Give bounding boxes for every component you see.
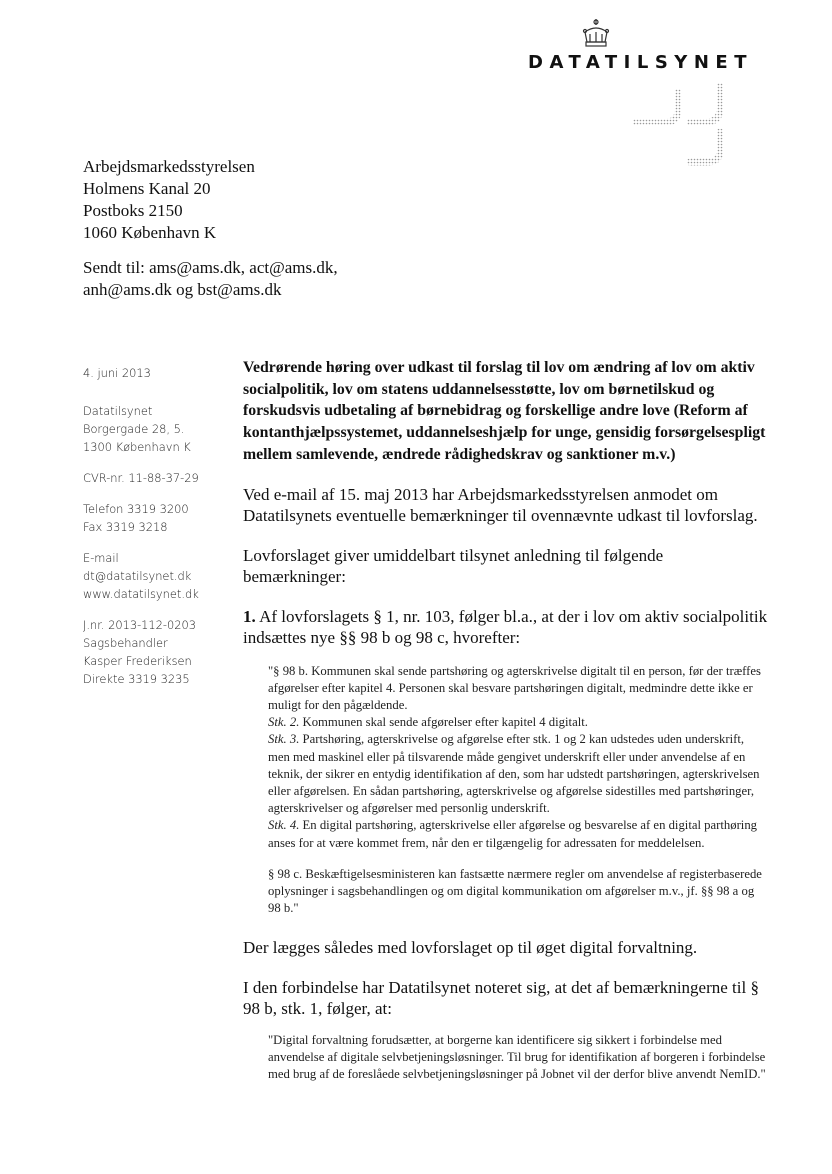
recipient-line: Postboks 2150 xyxy=(83,201,183,220)
sent-to-line: anh@ams.dk og bst@ams.dk xyxy=(83,280,282,299)
paragraph: I den forbindelse har Datatilsynet noteret sig, at det af bemærkningerne til § 98 b, stk. 1, følger, at: xyxy=(243,977,759,1019)
sent-to-line: Sendt til: ams@ams.dk, act@ams.dk, xyxy=(83,258,338,277)
recipient-address xyxy=(83,156,255,244)
paragraph: Ved e-mail af 15. maj 2013 har Arbejdsmarkedsstyrelsen anmodet om Datatilsynets eventuelle bemærkninger til ovennævnte udkast til lovforslag. xyxy=(243,484,758,526)
fax: Fax 3319 3218 xyxy=(83,520,168,534)
stk-text: Partshøring, agterskrivelse og afgørelse efter stk. 1 og 2 kan udstedes uden underskrift, men med maskinel eller på tilsvarende måde gengivet underskrift eller under anvendelse af en teknik, der sikrer en entydig identifikation af den, som har udstedt partshøringen, agterskrivelsen eller afgørelsen. En sådan partshøring, agterskrivelse og afgørelse sidestilles med partshøringer, agterskrivelser og afgørelser med personlig underskrift. xyxy=(268,732,760,816)
letter-subject: Vedrørende høring over udkast til forslag til lov om ændring af lov om aktiv socialpolitik, lov om statens uddannelsesstøtte, lov om børnetilskud og forskudsvis udbetaling af børnebidrag og forskellige andre love (Reform af kontanthjælpssystemet, uddannelseshjælp for unge, gensidig forsørgelsespligt mellem samlevende, ændrede rådighedskrav og sanktioner m.v.) xyxy=(243,359,766,463)
paragraph-number: 1. xyxy=(243,606,256,626)
sender-street: Borgergade 28, 5. xyxy=(83,422,185,436)
paragraph: Lovforslaget giver umiddelbart tilsynet anledning til følgende bemærkninger: xyxy=(243,545,664,587)
stk-label: Stk. 3. xyxy=(268,732,300,747)
recipient-line: Holmens Kanal 20 xyxy=(83,179,211,198)
quote-stk3 xyxy=(268,731,768,817)
sender-sidebar xyxy=(83,364,233,701)
phone: Telefon 3319 3200 xyxy=(83,502,189,516)
recipient-line: 1060 København K xyxy=(83,223,217,242)
crown-icon xyxy=(579,18,613,52)
case-handler-label: Sagsbehandler xyxy=(83,636,168,650)
datatilsynet-logo-mark xyxy=(612,80,742,170)
sender-city: 1300 København K xyxy=(83,440,191,454)
paragraph-text: Af lovforslagets § 1, nr. 103, følger bl.a., at der i lov om aktiv socialpolitik indsættes nye §§ 98 b og 98 c, hvorefter: xyxy=(243,606,768,648)
paragraph: Der lægges således med lovforslaget op til øget digital forvaltning. xyxy=(243,938,698,958)
email-address: dt@datatilsynet.dk xyxy=(83,569,192,583)
sender-org: Datatilsynet xyxy=(83,404,153,418)
law-quote xyxy=(268,663,768,918)
direct-phone: Direkte 3319 3235 xyxy=(83,672,190,686)
case-handler-name: Kasper Frederiksen xyxy=(83,654,192,668)
letter-body xyxy=(243,357,768,1083)
letter-date: 4. juni 2013 xyxy=(83,366,151,380)
remarks-quote: "Digital forvaltning forudsætter, at borgerne kan identificere sig sikkert i forbindelse med anvendelse af digitale selvbetjeningsløsninger. Til brug for identifikation af borgeren i forbindelse med brug af de foreslåede selvbetjeningsløsninger på Jobnet vil der derfor blive anvendt NemID." xyxy=(268,1032,766,1082)
quote-stk4 xyxy=(268,817,768,851)
cvr-number: CVR-nr. 11-88-37-29 xyxy=(83,471,199,485)
stk-label: Stk. 4. xyxy=(268,818,300,833)
recipient-line: Arbejdsmarkedsstyrelsen xyxy=(83,157,255,176)
stk-text: En digital partshøring, agterskrivelse eller afgørelse og besvarelse af en digital parthøring anses for at være kommet frem, når den er tilgængelig for adressaten for meddelelsen. xyxy=(268,818,758,850)
quote-98c: § 98 c. Beskæftigelsesministeren kan fastsætte nærmere regler om anvendelse af registerbaserede oplysninger i sagsbehandlingen og om digital kommunikation om afgørelser m.v., jf. §§ 98 a og 98 b." xyxy=(268,866,762,916)
stk-label: Stk. 2. xyxy=(268,715,300,730)
stk-text: Kommunen skal sende afgørelser efter kapitel 4 digitalt. xyxy=(302,715,588,730)
case-number: J.nr. 2013-112-0203 xyxy=(83,618,197,632)
paragraph-numbered xyxy=(243,606,768,649)
quote-stk2 xyxy=(268,714,768,731)
brand-name: DATATILSYNET xyxy=(528,52,753,73)
quote-98b: "§ 98 b. Kommunen skal sende partshøring og agterskrivelse digitalt til en person, før der træffes afgørelser efter kapitel 4. Personen skal besvare partshøringen digitalt, medmindre dette ikke er muligt for den pågældende. xyxy=(268,663,761,712)
sent-to xyxy=(83,257,338,301)
email-label: E-mail xyxy=(83,551,119,565)
website: www.datatilsynet.dk xyxy=(83,587,199,601)
